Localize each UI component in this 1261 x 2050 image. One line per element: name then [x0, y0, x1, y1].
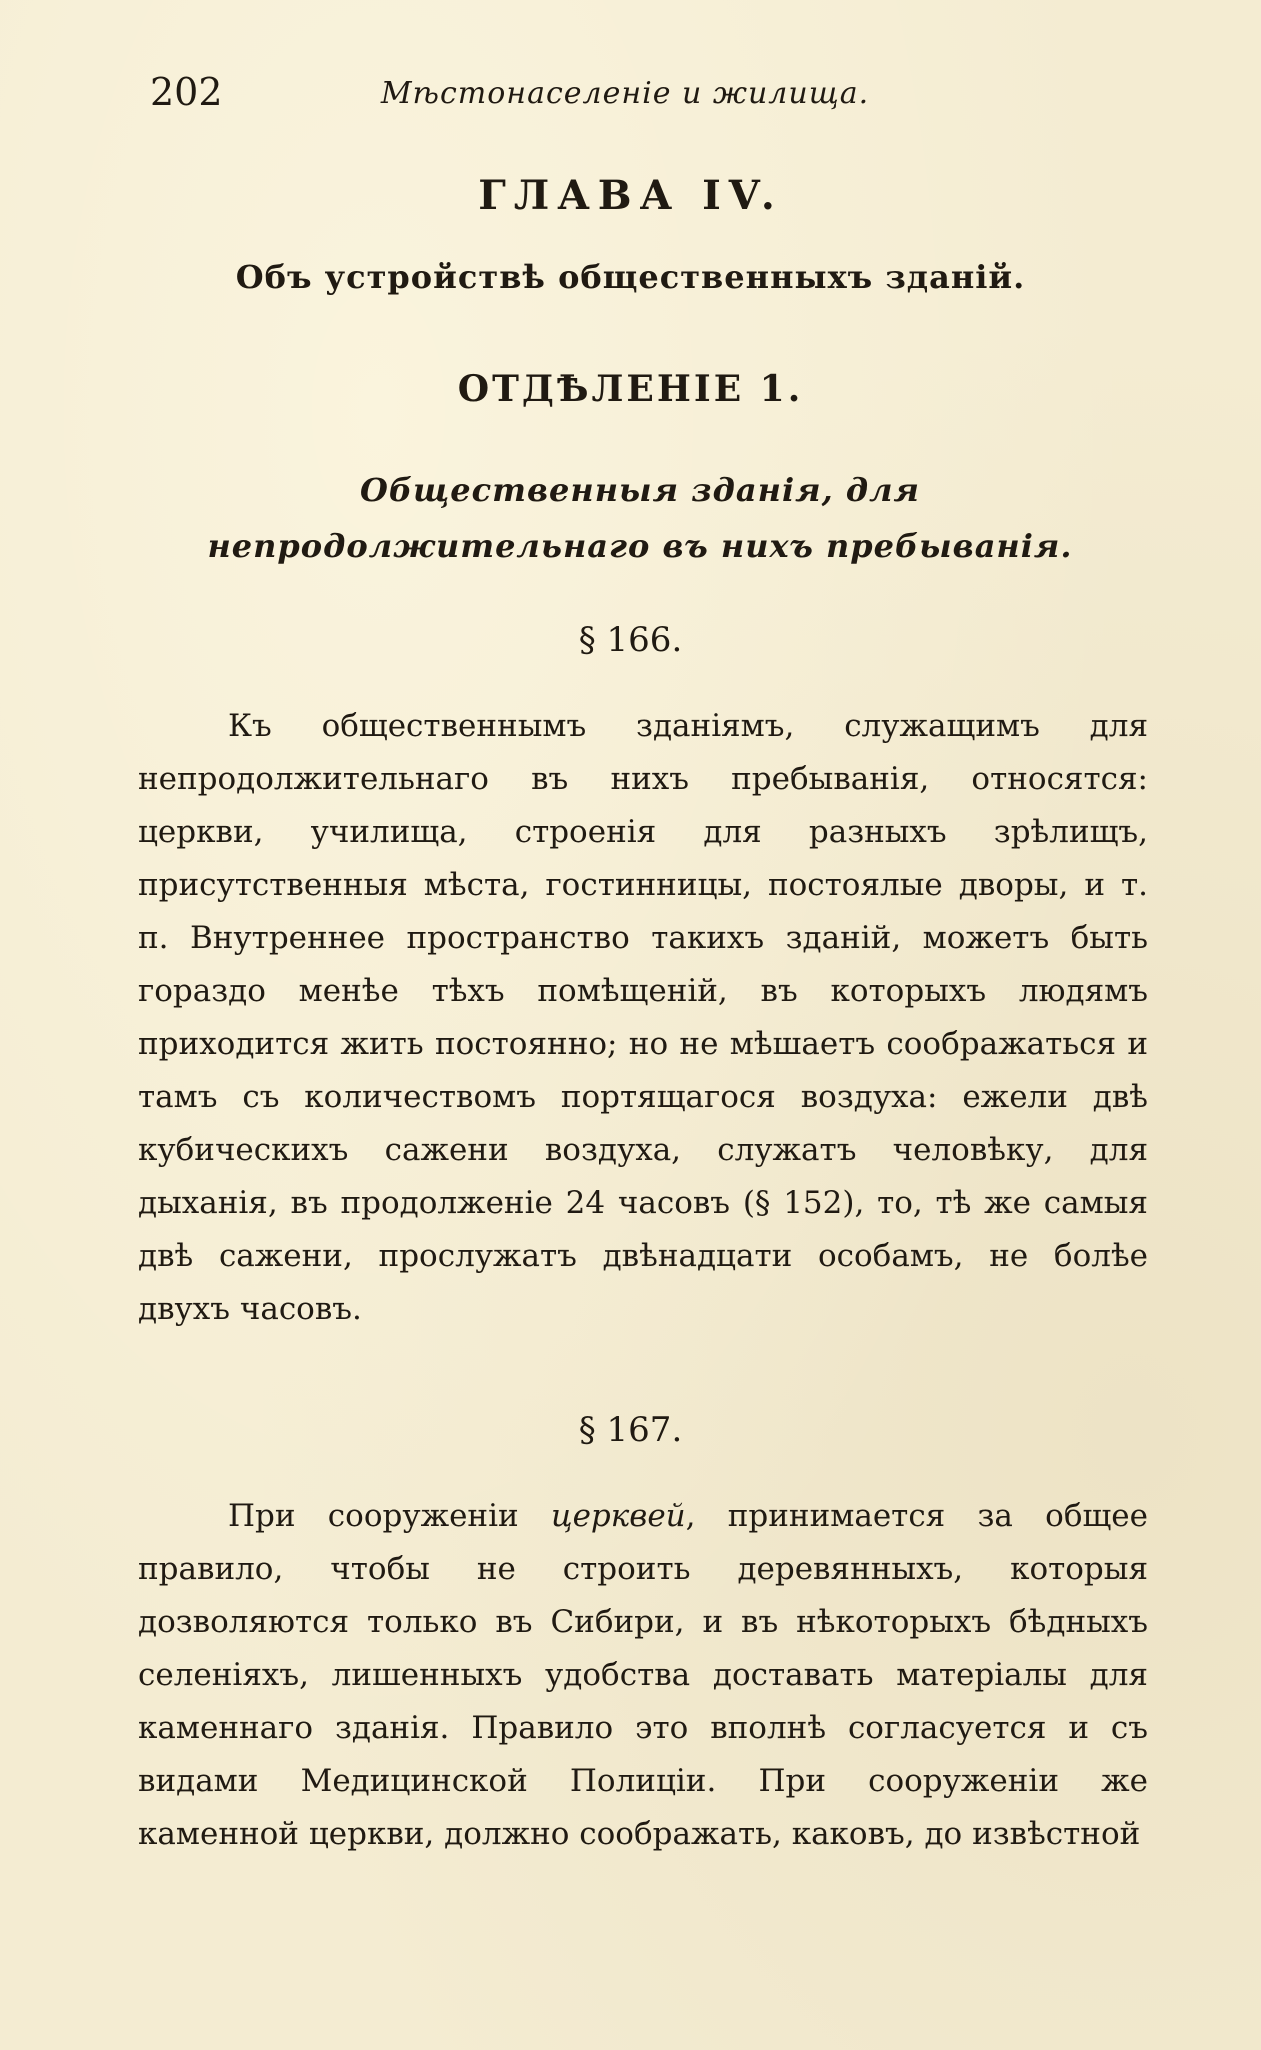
section-subtitle: Общественныя зданія, для непродолжительнаго въ нихъ пребыванія.	[207, 471, 1073, 565]
paragraph-text-end: , принимается за общее правило, чтобы не строить деревянныхъ, которыя дозволяются только въ Сибири, и въ нѣкоторыхъ бѣдныхъ селеніяхъ, лишенныхъ удобства доставать матеріалы для каменнаго зданія. Правило это вполнѣ согласуется и съ видами Медицинской Полиціи. При сооруженіи же каменной церкви, должно соображать, каковъ, до извѣстной	[138, 1498, 1148, 1852]
paragraph-text-start: При сооруженіи	[228, 1498, 551, 1534]
page-header	[150, 70, 1100, 120]
paragraph-text	[138, 1490, 1148, 1861]
chapter-subtitle: Объ устройствѣ общественныхъ зданій.	[235, 258, 1026, 296]
chapter-title: ГЛАВА IV.	[478, 172, 783, 219]
paragraph-number: § 167.	[578, 1410, 683, 1450]
running-title: Мѣстонаселеніе и жилища.	[380, 76, 870, 111]
paragraph-number: § 166.	[578, 620, 683, 660]
page-number: 202	[150, 70, 223, 114]
paragraph-text: Къ общественнымъ зданіямъ, служащимъ для непродолжительнаго въ нихъ пребыванія, относятся: церкви, училища, строенія для разныхъ зрѣлищъ, присутственныя мѣста, гостинницы, постоялые дворы, и т. п. Внутреннее пространство такихъ зданій, можетъ быть гораздо менѣе тѣхъ помѣщеній, въ которыхъ людямъ приходится жить постоянно; но не мѣшаетъ соображаться и тамъ съ количествомъ портящагося воздуха: ежели двѣ кубическихъ сажени воздуха, служатъ человѣку, для дыханія, въ продолженіе 24 часовъ (§ 152), то, тѣ же самыя двѣ сажени, прослужатъ двѣнадцати особамъ, не болѣе двухъ часовъ.	[138, 708, 1148, 1327]
section-title: ОТДѢЛЕНІЕ 1.	[457, 368, 804, 410]
paragraph-emphasis: церквей	[550, 1498, 686, 1534]
